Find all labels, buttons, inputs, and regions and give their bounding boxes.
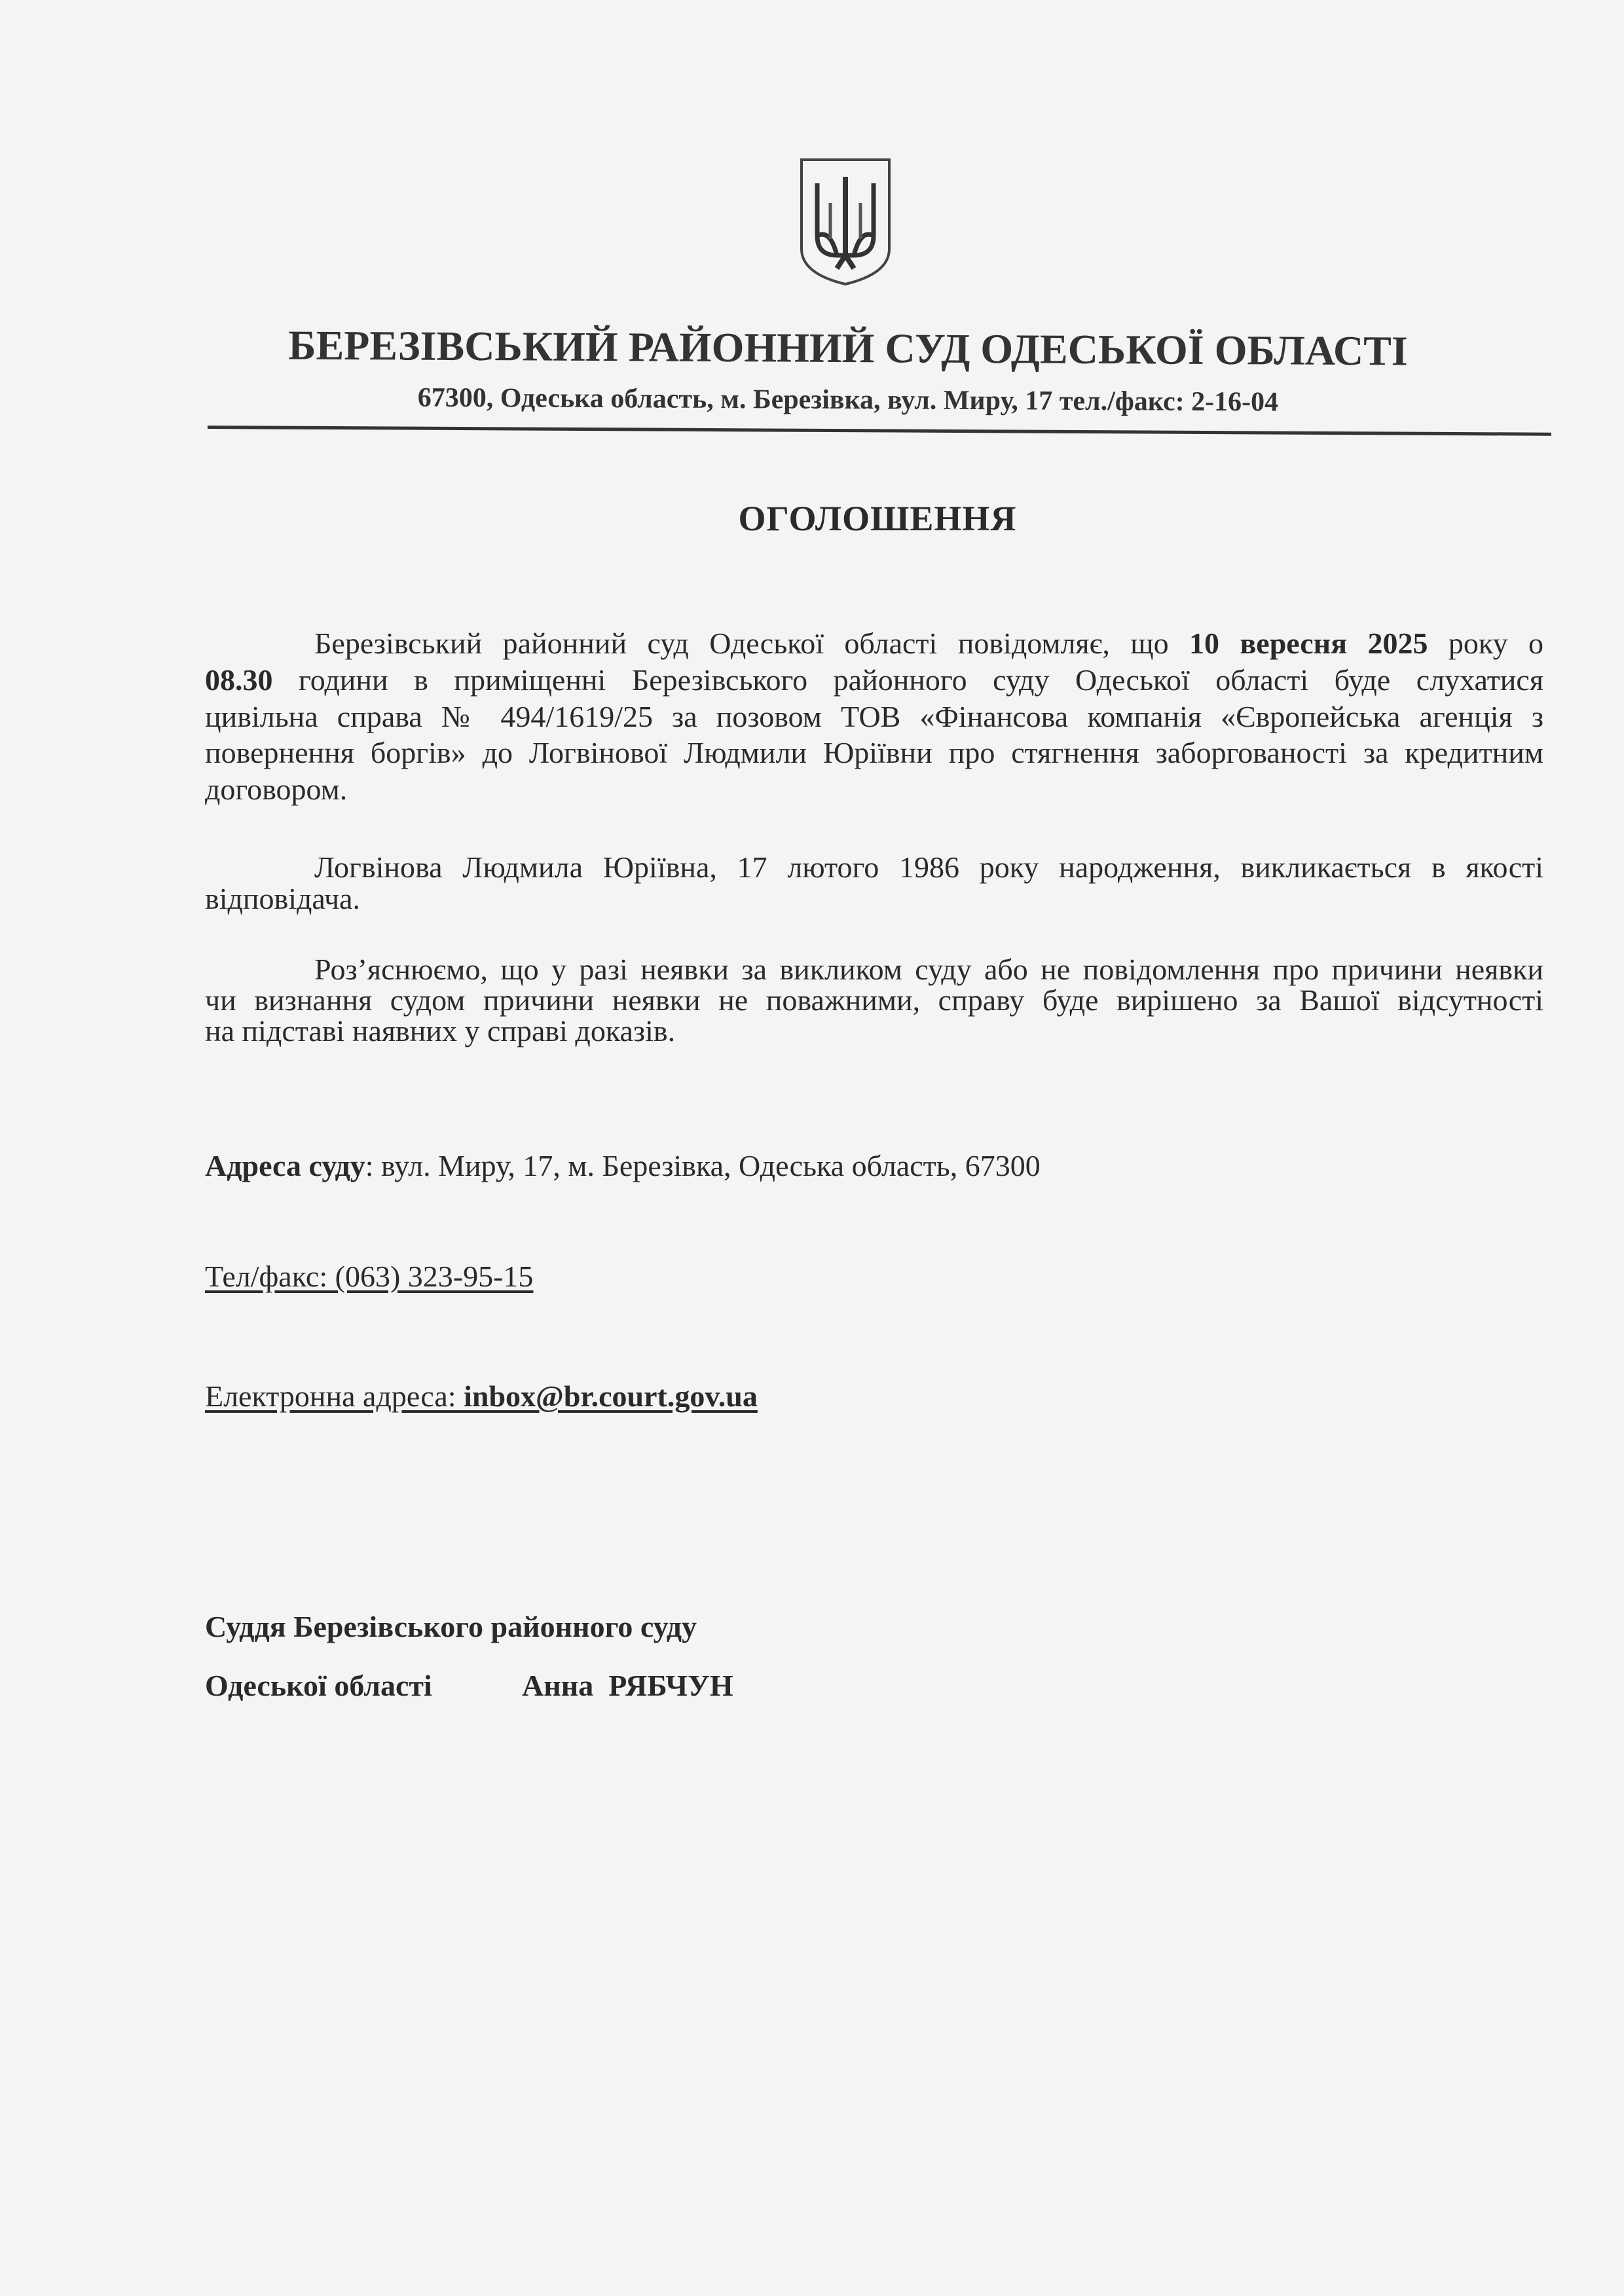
paragraph-1-line: повернення боргів» до Логвінової Людмили Юріївни про стягнення заборгованості за кредитним [205,736,1543,769]
paragraph-3-line: Роз’яснюємо, що у разі неявки за викликом суду або не повідомлення про причини неявки [314,953,1543,986]
paragraph-1-line: Березівський районний суд Одеської області повідомляє, що 10 вересня 2025 року о [314,627,1543,660]
paragraph-2-line: відповідача. [205,882,361,915]
header-divider [208,426,1551,436]
paragraph-1-line: 08.30 години в приміщенні Березівського районного суду Одеської області буде слухатися [205,663,1543,697]
signature-judge-name: Анна РЯБЧУН [522,1669,733,1702]
court-address-header: 67300, Одеська область, м. Березівка, вул. Миру, 17 тел./факс: 2-16-04 [417,382,1279,418]
signature-title: Суддя Березівського районного суду [205,1610,697,1643]
paragraph-1-line: цивільна справа № 494/1619/25 за позовом ТОВ «Фінансова компанія «Європейська агенція з [205,700,1543,733]
coat-of-arms-icon [798,157,893,287]
court-phone: Тел/факс: (063) 323-95-15 [205,1260,534,1293]
court-address: Адреса суду: вул. Миру, 17, м. Березівка, Одеська область, 67300 [205,1149,1041,1182]
signature-region: Одеської області [205,1669,432,1702]
paragraph-3-line: чи визнання судом причини неявки не поважними, справу буде вирішено за Вашої відсутності [205,983,1543,1017]
document-heading: ОГОЛОШЕННЯ [738,499,1017,538]
paragraph-3-line: на підставі наявних у справі доказів. [205,1014,676,1048]
email-link[interactable]: inbox@br.court.gov.ua [464,1379,758,1413]
paragraph-1-line: договором. [205,773,348,806]
paragraph-2-line: Логвінова Людмила Юріївна, 17 лютого 1986 року народження, викликається в якості [314,850,1543,884]
court-name-title: БЕРЕЗІВСЬКИЙ РАЙОННИЙ СУД ОДЕСЬКОЇ ОБЛАСТІ [288,321,1408,374]
court-email: Електронна адреса: inbox@br.court.gov.ua [205,1379,758,1413]
